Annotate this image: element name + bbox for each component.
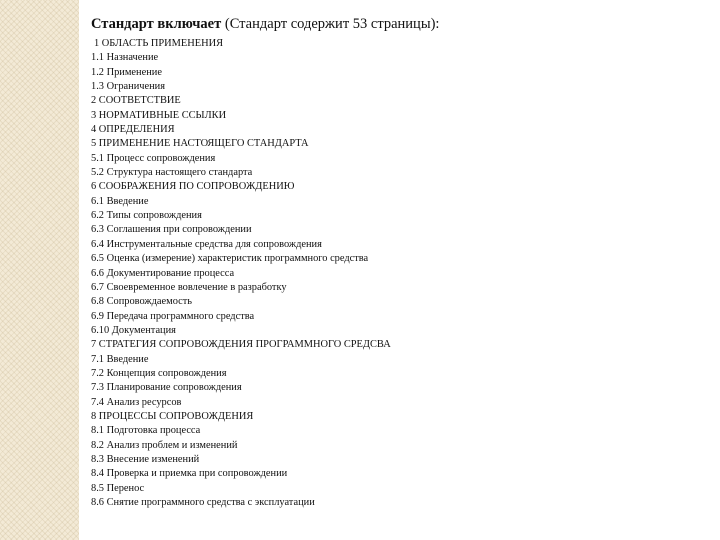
page-heading: [91, 14, 701, 34]
toc-item: 5.2 Структура настоящего стандарта: [91, 167, 253, 179]
toc-item: 5.1 Процесс сопровождения: [91, 152, 216, 164]
toc-item: 2 СООТВЕТСТВИЕ: [91, 95, 181, 107]
toc-item: 7 СТРАТЕГИЯ СОПРОВОЖДЕНИЯ ПРОГРАММНОГО СРЕДСВА: [91, 339, 391, 351]
toc-item: 8.6 Снятие программного средства с эксплуатации: [91, 497, 315, 508]
toc-item: 3 НОРМАТИВНЫЕ ССЫЛКИ: [91, 109, 227, 121]
toc-item: 8.4 Проверка и приемка при сопровождении: [91, 468, 288, 480]
heading-bold-text: Стандарт включает: [91, 16, 222, 32]
toc-item: 6.5 Оценка (измерение) характеристик программного средства: [91, 253, 369, 265]
toc-item: 7.4 Анализ ресурсов: [91, 396, 182, 408]
toc-item: 8 ПРОЦЕССЫ СОПРОВОЖДЕНИЯ: [91, 410, 254, 422]
toc-item: 6.1 Введение: [91, 195, 149, 207]
toc-item: 6.3 Соглашения при сопровождении: [91, 224, 252, 236]
toc-item: 5 ПРИМЕНЕНИЕ НАСТОЯЩЕГО СТАНДАРТА: [91, 138, 309, 150]
decorative-side-strip: [0, 0, 79, 540]
toc-item: 6.2 Типы сопровождения: [91, 210, 202, 222]
toc-item: 6.8 Сопровождаемость: [91, 296, 193, 308]
toc-item: 6.10 Документация: [91, 324, 176, 336]
toc-item: 1.2 Применение: [91, 66, 162, 78]
toc-item: 7.1 Введение: [91, 353, 149, 365]
toc-item: 6 СООБРАЖЕНИЯ ПО СОПРОВОЖДЕНИЮ: [91, 181, 295, 193]
toc-item: 6.4 Инструментальные средства для сопровождения: [91, 238, 322, 250]
toc-item: 7.3 Планирование сопровождения: [91, 382, 242, 394]
toc-item: 1.3 Ограничения: [91, 81, 166, 93]
slide-content: [91, 14, 701, 510]
toc-item: 6.9 Передача программного средства: [91, 310, 255, 322]
table-of-contents: [91, 37, 701, 510]
toc-item: 6.7 Своевременное вовлечение в разработку: [91, 281, 287, 293]
toc-item: 6.6 Документирование процесса: [91, 267, 235, 279]
toc-item: 7.2 Концепция сопровождения: [91, 367, 227, 379]
toc-item: 8.5 Перенос: [91, 482, 145, 494]
toc-item: 8.3 Внесение изменений: [91, 453, 200, 465]
toc-item: 8.1 Подготовка процесса: [91, 425, 201, 437]
toc-item: 4 ОПРЕДЕЛЕНИЯ: [91, 124, 175, 136]
toc-item: 1.1 Назначение: [91, 52, 159, 64]
toc-item: 1 ОБЛАСТЬ ПРИМЕНЕНИЯ: [94, 38, 224, 49]
toc-item: 8.2 Анализ проблем и изменений: [91, 439, 238, 451]
heading-normal-text: (Стандарт содержит 53 страницы):: [221, 16, 440, 32]
